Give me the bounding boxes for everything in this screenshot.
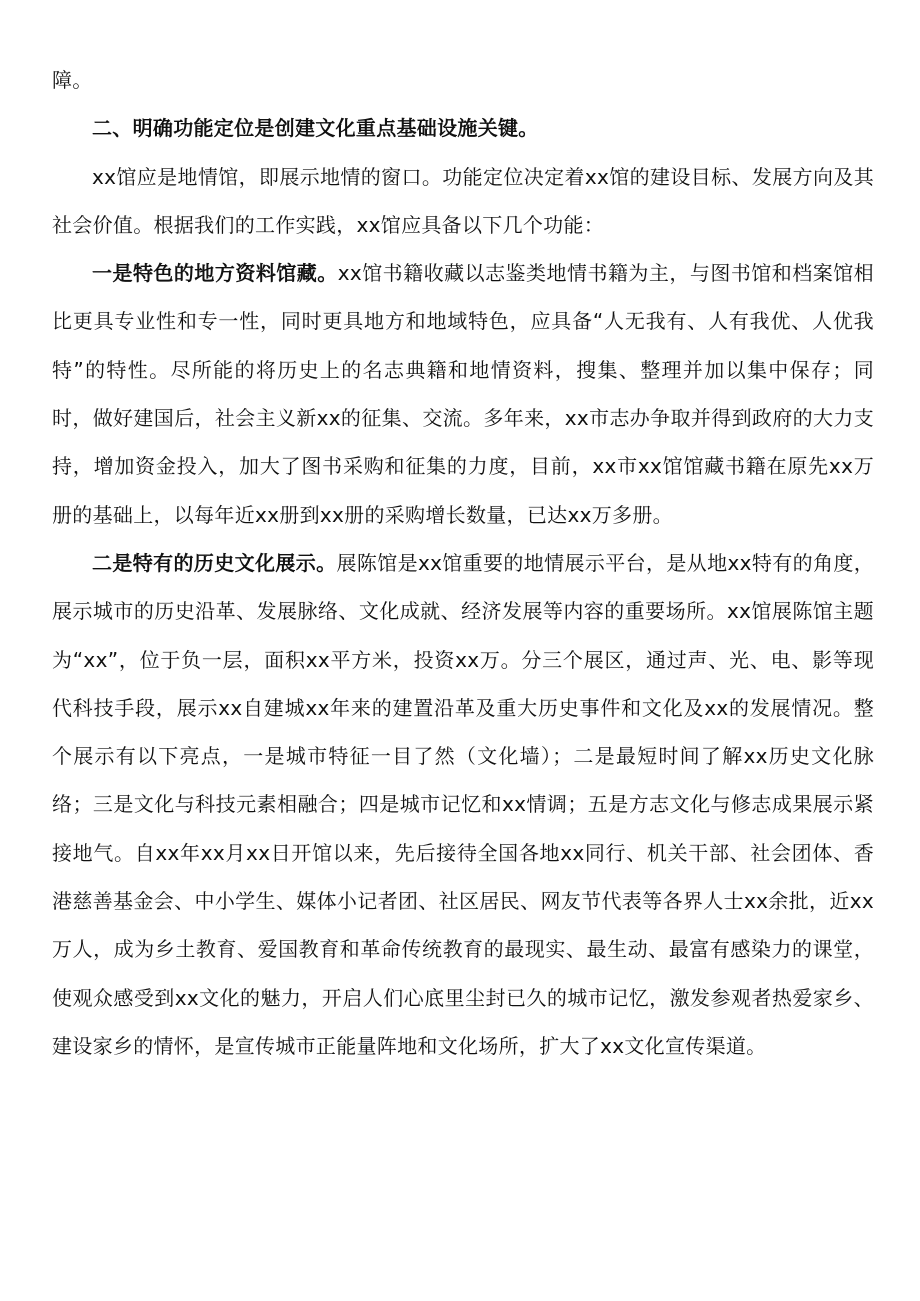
paragraph-exhibition: [52, 539, 874, 1070]
intro-paragraph: xx馆应是地情馆，即展示地情的窗口。功能定位决定着xx馆的建设目标、发展方向及其社会价值。根据我们的工作实践，xx馆应具备以下几个功能：: [52, 164, 874, 237]
document-body: [52, 56, 874, 1070]
section-heading: 二、明确功能定位是创建文化重点基础设施关键。: [92, 116, 539, 141]
paragraph-exhibition-lead: 二是特有的历史文化展示。: [92, 550, 337, 575]
paragraph-exhibition-body: 展陈馆是xx馆重要的地情展示平台，是从地xx特有的角度，展示城市的历史沿革、发展脉络、文化成就、经济发展等内容的重要场所。xx馆展陈馆主题为“xx”，位于负一层，面积xx平方米，投资xx万。分三个展区，通过声、光、电、影等现代科技手段，展示xx自建城xx年来的建置沿革及重大历史事件和文化及xx的发展情况。整个展示有以下亮点，一是城市特征一目了然（文化墙）；二是最短时间了解xx历史文化脉络；三是文化与科技元素相融合；四是城市记忆和xx情调；五是方志文化与修志成果展示紧接地气。自xx年xx月xx日开馆以来，先后接待全国各地xx同行、机关干部、社会团体、香港慈善基金会、中小学生、媒体小记者团、社区居民、网友节代表等各界人士xx余批，近xx万人，成为乡土教育、爱国教育和革命传统教育的最现实、最生动、最富有感染力的课堂，使观众感受到xx文化的魅力，开启人们心底里尘封已久的城市记忆，激发参观者热爱家乡、建设家乡的情怀，是宣传城市正能量阵地和文化场所，扩大了xx文化宣传渠道。: [52, 550, 874, 1058]
paragraph-collection-lead: 一是特色的地方资料馆藏。: [92, 261, 338, 286]
paragraph-collection-body: xx馆书籍收藏以志鉴类地情书籍为主，与图书馆和档案馆相比更具专业性和专一性，同时更具地方和地域特色，应具备“人无我有、人有我优、人优我特”的特性。尽所能的将历史上的名志典籍和地情资料，搜集、整理并加以集中保存；同时，做好建国后，社会主义新xx的征集、交流。多年来，xx市志办争取并得到政府的大力支持，增加资金投入，加大了图书采购和征集的力度，目前，xx市xx馆馆藏书籍在原先xx万册的基础上，以每年近xx册到xx册的采购增长数量，已达xx万多册。: [52, 261, 874, 527]
continuation-text: 障。: [52, 68, 93, 92]
paragraph-collection: [52, 249, 874, 539]
